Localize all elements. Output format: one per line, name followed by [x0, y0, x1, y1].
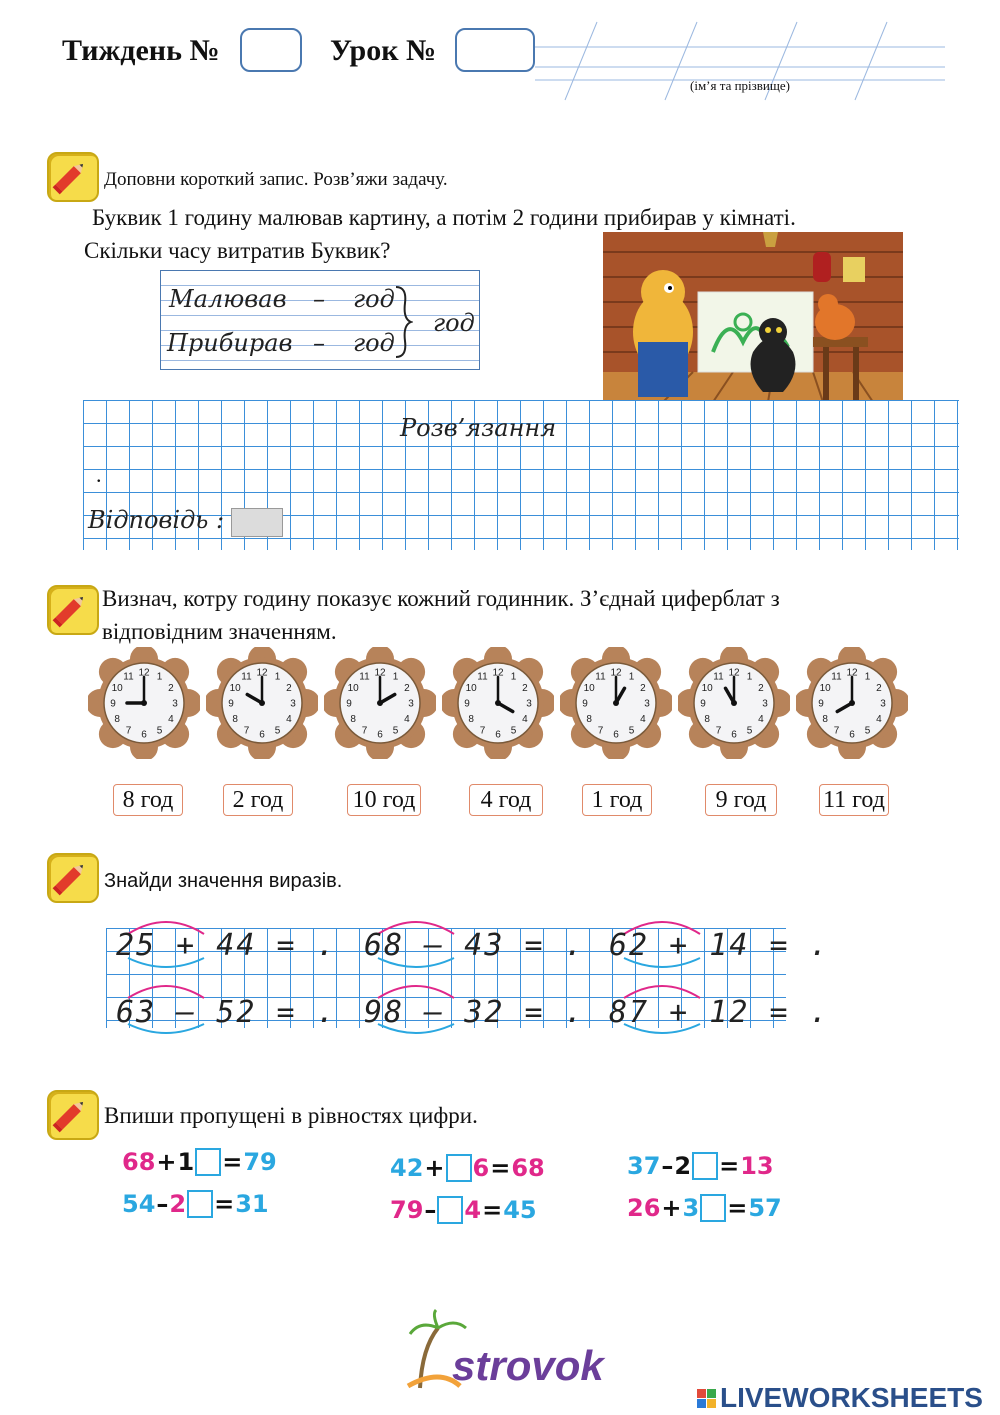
expression-1[interactable]: 25 + 44 = .: [116, 928, 337, 963]
clock-numeral: 12: [492, 667, 504, 679]
clock-numeral: 1: [864, 671, 871, 683]
record-row2-label: Прибирав: [167, 329, 293, 357]
answer-box-1[interactable]: 8 год: [113, 784, 183, 816]
clock-numeral: 10: [347, 683, 359, 694]
clock-numeral: 7: [833, 725, 840, 737]
clock-numeral: 2: [522, 683, 528, 694]
eq4-missing-digit-input[interactable]: [437, 1196, 463, 1224]
clock-numeral: 2: [876, 683, 882, 694]
clock-numeral: 4: [758, 714, 764, 725]
clock-numeral: 8: [822, 714, 828, 725]
clock-numeral: 3: [762, 698, 768, 710]
clock-face[interactable]: [88, 647, 200, 759]
clock-numeral: 11: [477, 671, 488, 683]
eq6-b-pre: 3: [682, 1194, 700, 1222]
clock-numeral: 2: [758, 683, 764, 694]
eq2-result: 31: [235, 1190, 269, 1218]
expression-2[interactable]: 68 – 43 = .: [364, 928, 585, 963]
eq5-b-pre: 2: [674, 1152, 692, 1180]
clock-numeral: 11: [831, 671, 842, 683]
pencil-icon: [47, 152, 99, 202]
clock-numeral: 3: [290, 698, 296, 710]
clock-numeral: 1: [156, 671, 163, 683]
clock-numeral: 10: [229, 683, 241, 694]
equation-6: [627, 1194, 782, 1222]
eq3-equals: =: [490, 1154, 511, 1182]
record-row2-unit: год: [353, 329, 395, 357]
eq6-result: 57: [748, 1194, 782, 1222]
record-row1-label: Малював: [169, 285, 287, 313]
week-number-input[interactable]: [240, 28, 302, 72]
clock-numeral: 11: [359, 671, 370, 683]
eq5-missing-digit-input[interactable]: [692, 1152, 718, 1180]
equation-5: [627, 1152, 774, 1180]
clock-numeral: 3: [880, 698, 886, 710]
clock-numeral: 7: [479, 725, 486, 737]
clock-numeral: 6: [377, 729, 383, 741]
equation-2: [122, 1190, 269, 1218]
pencil-icon: [47, 585, 99, 635]
clock-numeral: 8: [114, 714, 120, 725]
pencil-icon: [47, 853, 99, 903]
answer-box-7[interactable]: 11 год: [819, 784, 889, 816]
clock-numeral: 1: [510, 671, 517, 683]
clock-face[interactable]: [796, 647, 908, 759]
clock-numeral: 4: [286, 714, 292, 725]
brace-icon: [393, 285, 413, 359]
equation-1: [122, 1148, 277, 1176]
liveworksheets-icon: [697, 1389, 716, 1408]
eq6-a: 26: [627, 1194, 661, 1222]
eq6-op: +: [661, 1194, 682, 1222]
clock-numeral: 8: [704, 714, 710, 725]
expression-4[interactable]: 63 – 52 = .: [116, 995, 337, 1030]
clock-numeral: 7: [715, 725, 722, 737]
clock-numeral: 11: [123, 671, 134, 683]
clock-numeral: 6: [259, 729, 265, 741]
record-total-unit: год: [433, 309, 475, 337]
clock-numeral: 9: [346, 698, 352, 710]
clock-numeral: 12: [374, 667, 386, 679]
clock-numeral: 9: [818, 698, 824, 710]
task1-instruction: Доповни короткий запис. Розв’яжи задачу.: [104, 169, 448, 190]
task2-instruction-line1: Визнач, котру годину показує кожний годинник. З’єднай циферблат з: [102, 586, 780, 611]
eq4-op: –: [424, 1196, 437, 1224]
expression-3[interactable]: 62 + 14 = .: [609, 928, 830, 963]
solution-heading: Розв’язання: [400, 414, 557, 442]
eq4-equals: =: [482, 1196, 503, 1224]
liveworksheets-brand: [697, 1382, 983, 1414]
name-caption: (ім’я та прізвище): [690, 78, 790, 93]
clock-numeral: 9: [228, 698, 234, 710]
week-label: Тиждень №: [62, 34, 220, 67]
clock-numeral: 6: [613, 729, 619, 741]
clock-numeral: 8: [232, 714, 238, 725]
eq1-op: +: [156, 1148, 177, 1176]
equation-3: [390, 1154, 545, 1182]
clock-numeral: 12: [610, 667, 622, 679]
clock-numeral: 2: [168, 683, 174, 694]
lesson-label: Урок №: [330, 34, 437, 67]
clock-numeral: 10: [111, 683, 123, 694]
eq1-b-pre: 1: [177, 1148, 195, 1176]
clock-numeral: 1: [746, 671, 753, 683]
clock-numeral: 4: [168, 714, 174, 725]
clock-numeral: 5: [628, 725, 635, 737]
answer-box-2[interactable]: 2 год: [223, 784, 293, 816]
eq1-missing-digit-input[interactable]: [195, 1148, 221, 1176]
answer-input[interactable]: [231, 508, 283, 537]
clock-numeral: 11: [713, 671, 724, 683]
clock-numeral: 11: [241, 671, 252, 683]
clock-numeral: 12: [728, 667, 740, 679]
clock-numeral: 8: [468, 714, 474, 725]
eq5-result: 13: [740, 1152, 774, 1180]
clock-numeral: 2: [404, 683, 410, 694]
clock-numeral: 7: [597, 725, 604, 737]
eq1-a: 68: [122, 1148, 156, 1176]
clock-numeral: 4: [876, 714, 882, 725]
clock-face[interactable]: [206, 647, 318, 759]
clock-numeral: 1: [628, 671, 635, 683]
eq2-a: 54: [122, 1190, 156, 1218]
eq2-b-pre: 2: [169, 1190, 187, 1218]
clock-numeral: 11: [595, 671, 606, 683]
clock-numeral: 2: [640, 683, 646, 694]
clock-numeral: 1: [392, 671, 399, 683]
eq4-result: 45: [503, 1196, 537, 1224]
expression-5[interactable]: 98 – 32 = .: [364, 995, 585, 1030]
clock-numeral: 8: [350, 714, 356, 725]
eq5-a: 37: [627, 1152, 661, 1180]
clock-numeral: 5: [746, 725, 753, 737]
expression-6[interactable]: 87 + 12 = .: [609, 995, 830, 1030]
lesson-number-input[interactable]: [455, 28, 535, 72]
solution-input-dot[interactable]: .: [96, 462, 102, 487]
answer-box-5[interactable]: 1 год: [582, 784, 652, 816]
eq4-a: 79: [390, 1196, 424, 1224]
clock-numeral: 9: [464, 698, 470, 710]
eq3-op: +: [424, 1154, 445, 1182]
eq5-op: –: [661, 1152, 674, 1180]
eq1-equals: =: [222, 1148, 243, 1176]
answer-box-6[interactable]: 9 год: [705, 784, 777, 816]
clock-numeral: 7: [243, 725, 250, 737]
clock-numeral: 9: [582, 698, 588, 710]
equation-4: [390, 1196, 537, 1224]
clocks-row: [88, 647, 918, 759]
clock-numeral: 9: [110, 698, 116, 710]
task2-instruction-line2: відповідним значенням.: [102, 619, 337, 644]
task4-instruction: Впиши пропущені в рівностях цифри.: [104, 1103, 478, 1128]
clock-numeral: 10: [819, 683, 831, 694]
task1-problem-line2: Скільки часу витратив Буквик?: [84, 238, 391, 263]
eq4-b-post: 4: [464, 1196, 482, 1224]
clock-numeral: 2: [286, 683, 292, 694]
record-row2-dash: –: [313, 329, 325, 357]
clock-numeral: 4: [640, 714, 646, 725]
clock-numeral: 3: [172, 698, 178, 710]
clock-face[interactable]: [678, 647, 790, 759]
eq2-op: –: [156, 1190, 169, 1218]
eq3-b-post: 6: [472, 1154, 490, 1182]
clock-numeral: 12: [846, 667, 858, 679]
clock-numeral: 5: [864, 725, 871, 737]
answer-box-3[interactable]: 10 год: [347, 784, 421, 816]
clock-numeral: 5: [510, 725, 517, 737]
eq3-a: 42: [390, 1154, 424, 1182]
clock-numeral: 4: [404, 714, 410, 725]
clock-numeral: 5: [392, 725, 399, 737]
pencil-icon: [47, 1090, 99, 1140]
clock-numeral: 5: [156, 725, 163, 737]
eq2-missing-digit-input[interactable]: [187, 1190, 213, 1218]
eq1-result: 79: [243, 1148, 277, 1176]
clock-numeral: 4: [522, 714, 528, 725]
eq3-missing-digit-input[interactable]: [446, 1154, 472, 1182]
record-row1-unit: год: [353, 285, 395, 313]
clock-numeral: 6: [495, 729, 501, 741]
clock-numeral: 3: [408, 698, 414, 710]
clock-numeral: 8: [586, 714, 592, 725]
answer-label: Відповідь :: [88, 506, 225, 534]
clock-numeral: 10: [701, 683, 713, 694]
liveworksheets-text: LIVEWORKSHEETS: [720, 1382, 983, 1413]
task1-problem-line1: Буквик 1 годину малював картину, а потім 2 години прибирав у кімнаті.: [92, 205, 796, 230]
clock-numeral: 7: [361, 725, 368, 737]
clock-numeral: 12: [138, 667, 150, 679]
ostrovok-logo: [400, 1308, 660, 1393]
clock-numeral: 1: [274, 671, 281, 683]
clock-numeral: 3: [526, 698, 532, 710]
clock-numeral: 7: [125, 725, 132, 737]
clock-numeral: 12: [256, 667, 268, 679]
clock-face[interactable]: [442, 647, 554, 759]
clock-numeral: 10: [583, 683, 595, 694]
short-record-box: [160, 270, 480, 370]
eq2-equals: =: [214, 1190, 235, 1218]
eq6-missing-digit-input[interactable]: [700, 1194, 726, 1222]
task3-instruction: Знайди значення виразів.: [104, 870, 343, 892]
ostrovok-text: strovok: [452, 1342, 604, 1389]
clock-numeral: 3: [644, 698, 650, 710]
clock-face[interactable]: [324, 647, 436, 759]
eq6-equals: =: [727, 1194, 748, 1222]
answer-box-4[interactable]: 4 год: [469, 784, 543, 816]
clock-numeral: 6: [141, 729, 147, 741]
record-row1-dash: –: [313, 285, 325, 313]
clock-numeral: 6: [731, 729, 737, 741]
eq3-result: 68: [511, 1154, 545, 1182]
clock-numeral: 9: [700, 698, 706, 710]
clock-numeral: 5: [274, 725, 281, 737]
clock-numeral: 10: [465, 683, 477, 694]
eq5-equals: =: [719, 1152, 740, 1180]
clock-numeral: 6: [849, 729, 855, 741]
clock-face[interactable]: [560, 647, 672, 759]
